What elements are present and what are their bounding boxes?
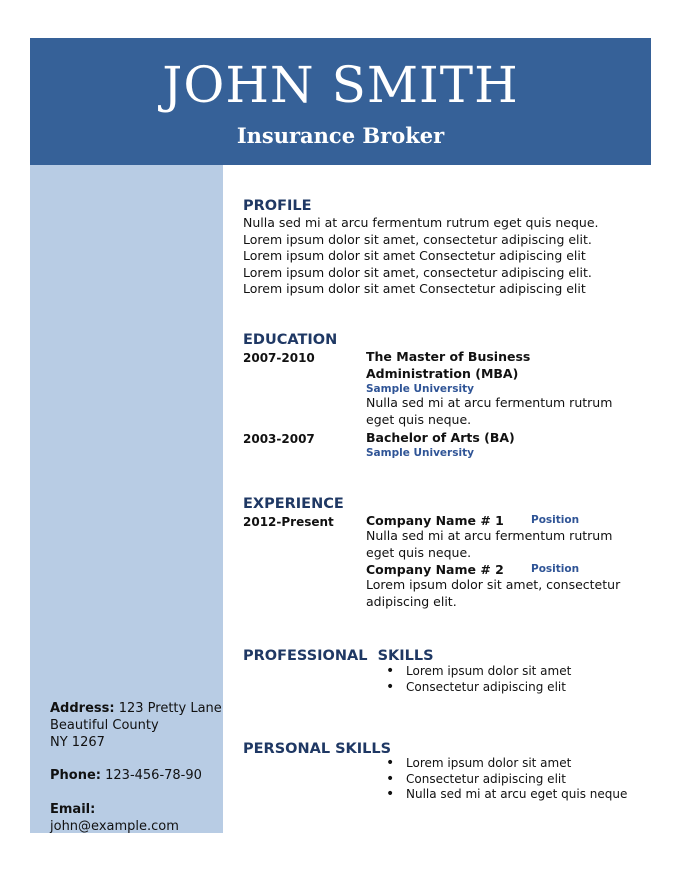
profile-line: Nulla sed mi at arcu fermentum rutrum eget quis neque. bbox=[243, 215, 599, 230]
email-label: Email: bbox=[50, 802, 96, 817]
address-block bbox=[50, 700, 222, 751]
experience-heading: EXPERIENCE bbox=[243, 496, 344, 512]
list-item: • Lorem ipsum dolor sit amet bbox=[386, 756, 627, 772]
experience-dates: 2012-Present bbox=[243, 515, 334, 529]
list-item: • Nulla sed mi at arcu eget quis neque bbox=[386, 787, 627, 803]
job-description: Nulla sed mi at arcu fermentum rutrum eget quis neque. bbox=[366, 528, 613, 560]
profile-line: Lorem ipsum dolor sit amet, consectetur adipiscing elit. bbox=[243, 231, 592, 247]
profile-line: Lorem ipsum dolor sit amet Consectetur adipiscing elit bbox=[243, 281, 586, 296]
profile-line: Lorem ipsum dolor sit amet Consectetur adipiscing elit bbox=[243, 248, 586, 263]
education-school: Sample University bbox=[366, 383, 474, 395]
list-item: • Lorem ipsum dolor sit amet bbox=[386, 664, 571, 680]
education-degree: Bachelor of Arts (BA) bbox=[366, 430, 515, 445]
profile-text bbox=[243, 215, 599, 298]
job-position: Position bbox=[531, 563, 580, 575]
list-item: • Consectetur adipiscing elit bbox=[386, 772, 627, 788]
education-dates: 2003-2007 bbox=[243, 432, 315, 446]
address-line-2: Beautiful County bbox=[50, 718, 159, 733]
education-school: Sample University bbox=[366, 447, 474, 459]
address-label: Address: bbox=[50, 701, 115, 716]
personal-skills-list bbox=[386, 756, 627, 803]
education-heading: EDUCATION bbox=[243, 332, 338, 348]
address-line-3: NY 1267 bbox=[50, 735, 105, 750]
resume-header bbox=[30, 38, 651, 165]
education-degree: The Master of Business Administration (MBA) bbox=[366, 349, 531, 381]
email-block bbox=[50, 801, 179, 835]
job-description: Lorem ipsum dolor sit amet, consectetur adipiscing elit. bbox=[366, 577, 621, 609]
list-item: • Consectetur adipiscing elit bbox=[386, 680, 571, 696]
education-dates: 2007-2010 bbox=[243, 351, 315, 365]
profile-heading: PROFILE bbox=[243, 198, 312, 214]
company-name: Company Name # 1 bbox=[366, 513, 504, 528]
job-position: Position bbox=[531, 514, 580, 526]
phone-block bbox=[50, 767, 202, 784]
email-value: john@example.com bbox=[50, 819, 179, 834]
job-title: Insurance Broker bbox=[236, 123, 445, 148]
profile-line: Lorem ipsum dolor sit amet, consectetur adipiscing elit. bbox=[243, 264, 592, 280]
education-description: Nulla sed mi at arcu fermentum rutrum eget quis neque. bbox=[366, 395, 613, 427]
candidate-name: JOHN SMITH bbox=[162, 56, 519, 114]
personal-skills-heading: PERSONAL SKILLS bbox=[243, 741, 392, 757]
professional-skills-list bbox=[386, 664, 571, 695]
phone-label: Phone: bbox=[50, 768, 101, 783]
professional-skills-heading: PROFESSIONAL SKILLS bbox=[243, 648, 434, 664]
address-line-1: 123 Pretty Lane bbox=[118, 701, 222, 716]
company-name: Company Name # 2 bbox=[366, 562, 504, 577]
phone-value: 123-456-78-90 bbox=[105, 768, 202, 783]
